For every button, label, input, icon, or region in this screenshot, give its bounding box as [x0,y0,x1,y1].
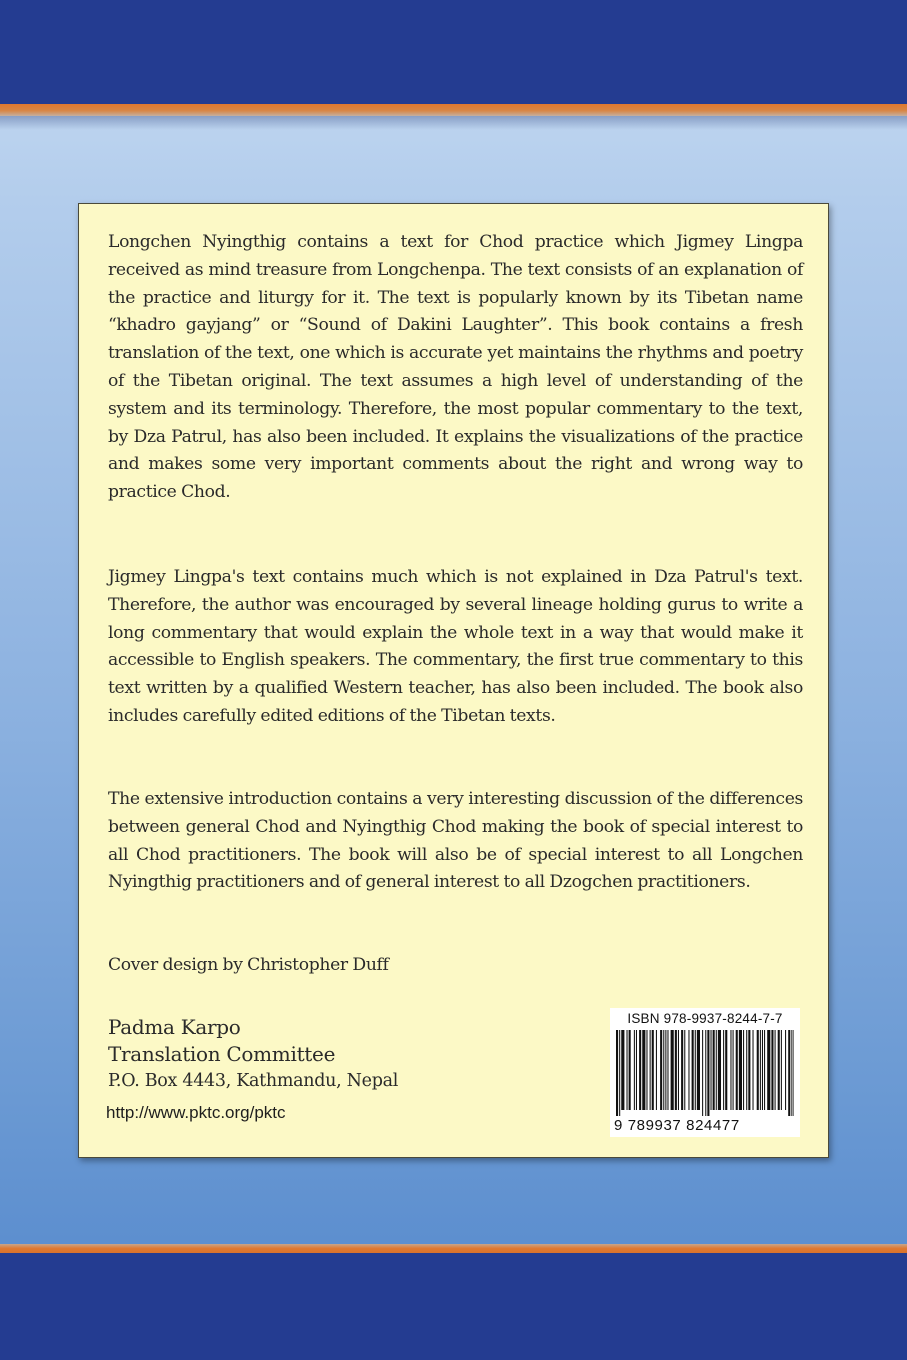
barcode-bar [636,1030,637,1110]
barcode-bar [681,1030,683,1110]
barcode-bar [705,1030,706,1116]
barcode-bar [688,1030,689,1110]
barcode-bar [748,1030,750,1110]
barcode-bar [788,1030,790,1116]
barcode-bar [771,1030,773,1110]
bottom-blue-band [0,1253,907,1360]
top-stripe-shadow [0,116,907,130]
barcode-bar [665,1030,666,1110]
barcode-bar [730,1030,731,1110]
publisher-address: P.O. Box 4443, Kathmandu, Nepal [108,1071,399,1091]
publisher-url: http://www.pktc.org/pktc [106,1103,286,1122]
barcode-bar [791,1030,792,1116]
barcode-bar [702,1030,703,1116]
barcode-bar [678,1030,679,1110]
isbn-label: ISBN 978-9937-8244-7-7 [627,1011,783,1026]
barcode-bar [762,1030,763,1110]
barcode-bar [707,1030,709,1116]
barcode-bar [663,1030,664,1110]
publisher-block [108,1014,398,1094]
barcode-bar [675,1030,677,1110]
isbn-barcode [610,1008,800,1137]
barcode-bar [739,1030,742,1110]
barcode-bar [616,1030,618,1116]
description-paragraph-1: Longchen Nyingthig contains a text for Chod practice which Jigmey Lingpa received as mind treasure from Longchenpa. The text consists of an explanation of the practice and liturgy for it. The text is popularly known by its Tibetan name “khadro gayjang” or “Sound of Dakini Laughter”. This book contains a fresh translation of the text, one which is accurate yet maintains the rhythms and poetry of the Tibetan original. The text assumes a high level of understanding of the system and its terminology. Therefore, the most popular commentary to the text, by Dza Patrul, has also been included. It explains the visualizations of the practice and makes some very important comments about the right and wrong way to practice Chod. [108,232,803,503]
barcode-bar [671,1030,674,1110]
barcode-bar [646,1030,647,1110]
barcode-bar [778,1030,780,1110]
barcode-bar [736,1030,738,1110]
description-paragraph-2: Jigmey Lingpa's text contains much which is not explained in Dza Patrul's text. Therefore, the author was encouraged by several lineage holding gurus to write a long commentary that would explain the whole text in a way that would make it accessible to English speakers. The commentary, the first true commentary to this text written by a qualified Western teacher, has also been included. The book also includes carefully edited editions of the Tibetan texts. [108,567,803,726]
cover-design-credit: Cover design by Christopher Duff [108,955,389,975]
barcode-bar [733,1030,734,1110]
barcode-bar [757,1030,759,1110]
barcode-bar [781,1030,782,1110]
barcode-bar [697,1030,700,1110]
barcode-bar [716,1030,717,1110]
barcode-bar [621,1030,624,1110]
barcode-digits: 9 789937 824477 [614,1117,740,1134]
barcode-bar [753,1030,754,1110]
top-orange-stripe [0,104,907,116]
barcode-bar [764,1030,765,1110]
barcode-bar [767,1030,770,1110]
back-cover-text-panel [78,203,829,1158]
barcode-bar [793,1030,794,1116]
barcode-bar [652,1030,654,1110]
barcode-bar [746,1030,747,1110]
barcode-bar [725,1030,727,1110]
barcode-bar [711,1030,712,1110]
bottom-orange-stripe [0,1244,907,1253]
publisher-name: Padma Karpo [108,1015,241,1039]
barcode-bar [743,1030,744,1110]
barcode-bar [760,1030,761,1110]
barcode-bar [684,1030,685,1110]
barcode-bar [785,1030,786,1110]
barcode-bar [660,1030,662,1110]
barcode-bar [718,1030,721,1110]
description-paragraph-3: The extensive introduction contains a very interesting discussion of the differences between general Chod and Nyingthig Chod making the book of special interest to all Chod practitioners. The book will also be of special interest to all Longchen Nyingthig practitioners and of general interest to all Dzogchen practitioners. [108,789,803,893]
barcode-bar [619,1030,620,1116]
barcode-bar [634,1030,635,1110]
barcode-bar [695,1030,696,1110]
barcode-bar [656,1030,657,1110]
barcode-bar [642,1030,645,1110]
top-blue-band [0,0,907,104]
barcode-bar [629,1030,631,1110]
barcode-bar [723,1030,724,1110]
barcode-bars [616,1030,794,1116]
barcode-bar [667,1030,668,1110]
barcode-bar [627,1030,628,1110]
barcode-bar [775,1030,776,1110]
barcode-bar [650,1030,651,1110]
barcode-bar [692,1030,694,1110]
barcode-bar [713,1030,715,1110]
publisher-committee: Translation Committee [108,1042,336,1066]
barcode-bar [639,1030,641,1110]
